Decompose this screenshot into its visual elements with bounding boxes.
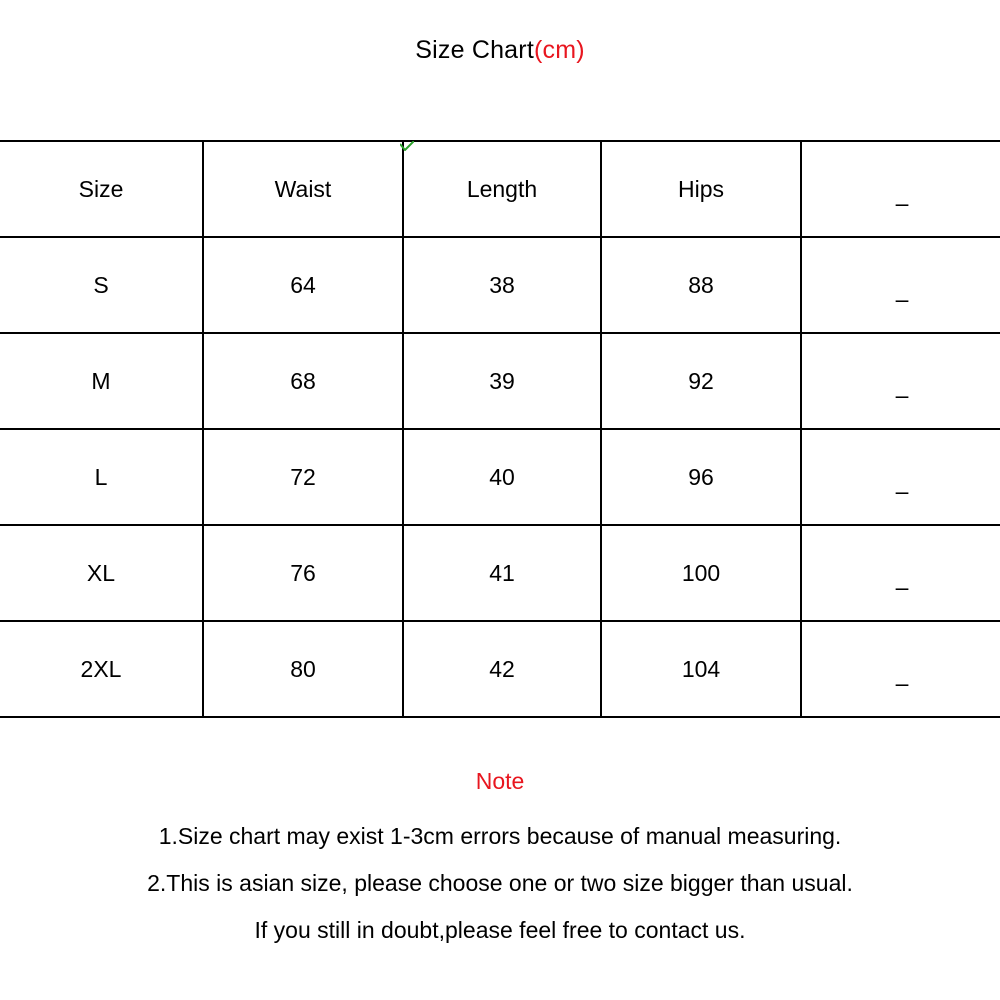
table-row (0, 621, 1000, 716)
row-waist: 64 (203, 237, 403, 333)
row-hips: 88 (601, 237, 801, 333)
row-hips: 96 (601, 429, 801, 525)
row-waist: 76 (203, 525, 403, 621)
page-title-unit: (cm) (533, 36, 585, 64)
row-extra-dash: – (895, 477, 909, 504)
note-section (0, 718, 1000, 954)
note-title: Note (475, 768, 525, 794)
row-length: 41 (403, 525, 601, 621)
size-table (0, 142, 1000, 716)
table-row (0, 237, 1000, 333)
row-hips: 92 (601, 333, 801, 429)
header-size: Size (0, 142, 203, 237)
row-size: XL (0, 525, 203, 621)
row-length: 40 (403, 429, 601, 525)
row-extra (801, 429, 1000, 525)
row-length: 38 (403, 237, 601, 333)
row-extra (801, 333, 1000, 429)
header-extra (801, 142, 1000, 237)
row-extra (801, 237, 1000, 333)
row-hips: 100 (601, 525, 801, 621)
row-extra-dash: – (895, 573, 909, 600)
row-length: 39 (403, 333, 601, 429)
header-waist: Waist (203, 142, 403, 237)
row-length: 42 (403, 621, 601, 716)
row-waist: 80 (203, 621, 403, 716)
note-line-1: 1.Size chart may exist 1-3cm errors because of manual measuring. (158, 823, 842, 849)
row-extra-dash: – (895, 381, 909, 408)
table-header-row (0, 142, 1000, 237)
page-title (415, 36, 585, 65)
page-title-main: Size Chart (415, 36, 534, 64)
note-line-3: If you still in doubt,please feel free to contact us. (254, 917, 746, 943)
header-hips: Hips (601, 142, 801, 237)
title-band (0, 0, 1000, 140)
size-table-wrapper (0, 140, 1000, 718)
header-length: Length (403, 142, 601, 237)
row-size: 2XL (0, 621, 203, 716)
row-size: S (0, 237, 203, 333)
header-extra-dash: – (895, 189, 909, 216)
row-extra (801, 621, 1000, 716)
row-extra (801, 525, 1000, 621)
row-hips: 104 (601, 621, 801, 716)
row-waist: 68 (203, 333, 403, 429)
row-size: L (0, 429, 203, 525)
row-waist: 72 (203, 429, 403, 525)
table-row (0, 333, 1000, 429)
row-size: M (0, 333, 203, 429)
row-extra-dash: – (895, 285, 909, 312)
table-row (0, 429, 1000, 525)
note-line-2: 2.This is asian size, please choose one or two size bigger than usual. (147, 870, 853, 896)
table-row (0, 525, 1000, 621)
row-extra-dash: – (895, 669, 909, 696)
